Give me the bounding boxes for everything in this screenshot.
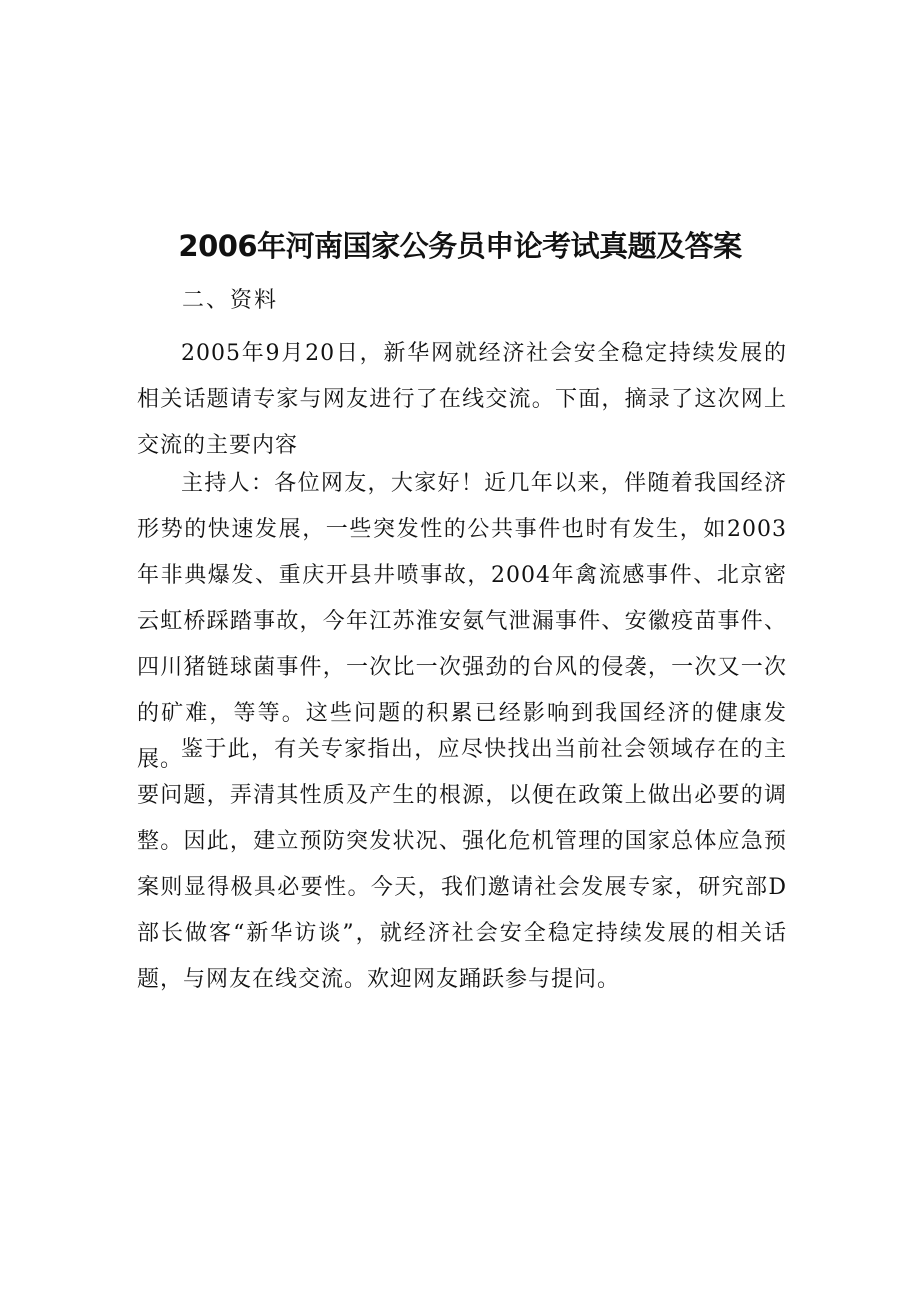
paragraph-intro: 2005年9月20日，新华网就经济社会安全稳定持续发展的相关话题请专家与网友进行了在线交流。下面，摘录了这次网上交流的主要内容 — [137, 341, 787, 458]
section-heading: 二、资料 — [182, 288, 279, 313]
document-title: 2006年河南国家公务员申论考试真题及答案 — [178, 229, 742, 263]
paragraph-expert-intro: 鉴于此，有关专家指出，应尽快找出当前社会领域存在的主要问题，弄清其性质及产生的根源，以便在政策上做出必要的调整。因此，建立预防突发状况、强化危机管理的国家总体应急预案则显得极具必要性。今天，我们邀请社会发展专家，研究部D部长做客“新华访谈”，就经济社会安全稳定持续发展的相关话题，与网友在线交流。欢迎网友踊跃参与提问。 — [137, 737, 787, 992]
paragraph-host-remarks: 主持人：各位网友，大家好！近几年以来，伴随着我国经济形势的快速发展，一些突发性的公共事件也时有发生，如2003年非典爆发、重庆开县井喷事故，2004年禽流感事件、北京密云虹桥踩踏事故，今年江苏淮安氨气泄漏事件、安徽疫苗事件、四川猪链球菌事件，一次比一次强劲的台风的侵袭，一次又一次的矿难，等等。这些问题的积累已经影响到我国经济的健康发展。 — [137, 471, 787, 772]
